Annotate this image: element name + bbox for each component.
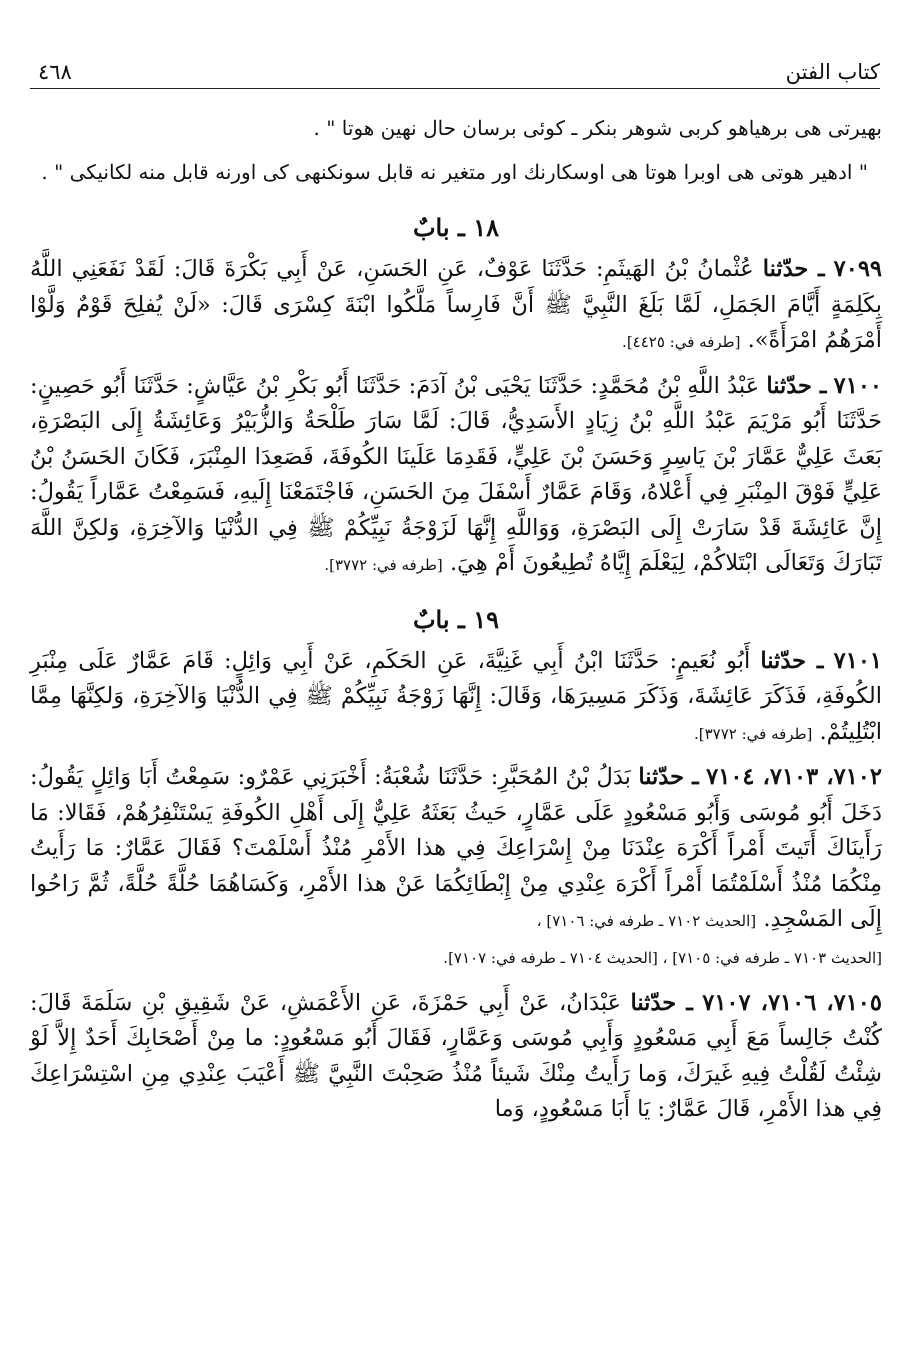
- hadith-intro: ـ حدّثنا: [766, 372, 827, 399]
- hadith-7099: [30, 252, 882, 361]
- hadith-7105-7107: [30, 986, 882, 1128]
- urdu-translation-paragraph: " ادهير هوتى هى اوبرا هوتا هى اوسكارنك اور متغير نه قابل سونكنهى كى اورنه قابل منه لكانيكى " .: [41, 160, 868, 184]
- hadith-7101: [30, 644, 882, 753]
- hadith-number: ٧١٠٥، ٧١٠٦، ٧١٠٧: [702, 989, 882, 1016]
- cross-reference-line: [الحديث ٧١٠٣ ـ طرفه في: ٧١٠٥] ، [الحديث ٧١٠٤ ـ طرفه في: ٧١٠٧].: [443, 948, 882, 967]
- hadith-intro: ـ حدّثنا: [762, 256, 825, 282]
- hadith-intro: ـ حدّثنا: [638, 764, 699, 790]
- hadith-cross-reference: [طرفه في: ٣٧٧٢].: [324, 556, 443, 574]
- hadith-intro: ـ حدّثنا: [760, 647, 824, 674]
- hadith-cross-reference: [طرفه في: ٣٧٧٢].: [693, 724, 813, 743]
- hadith-text: بَدَلُ بْنُ المُحَبَّرِ: حَدَّثَنَا شُعْبَةُ: أَخْبَرَنِي عَمْرٌو: سَمِعْتُ أَبَا وَائِلٍ يَقُولُ: دَخَلَ أَبُو مُوسَى وَأَبُو مَسْعُودٍ عَلَى عَمَّارٍ، حَيثُ بَعَثَهُ عَلِيٌّ إِلَى أَهْلِ الكُوفَةِ يَسْتَنْفِرُهُمْ، فَقَالا: مَا رَأَينَاكَ أَتَيتَ أَمْراً أَكْرَهَ عِنْدَنَا مِنْ إِسْرَاعِكَ فِي هذا الأَمْرِ مُنْذُ أَسْلَمْتَ؟ فَقَالَ عَمَّارٌ: مَا رَأَيتُ مِنْكُمَا مُنْذُ أَسْلَمْتُمَا أَمْراً أَكْرَهَ عِنْدِي مِنْ إِبْطَائِكُمَا عَنْ هذا الأَمْرِ، وَكَسَاهُمَا حُلَّةً حُلَّةً، ثُمَّ رَاحُوا إِلَى المَسْجِدِ.: [30, 764, 882, 932]
- hadith-number: ٧١٠٠: [833, 372, 882, 399]
- hadith-text: عَبْدُ اللَّهِ بْنُ مُحَمَّدٍ: حَدَّثَنَا يَحْيَى بْنُ آدَمَ: حَدَّثَنَا أَبُو بَكْرِ بْنُ عَيَّاشٍ: حَدَّثَنَا أَبُو حَصِينٍ: حَدَّثَنَا أَبُو مَرْيَمَ عَبْدُ اللَّهِ بْنُ زِيَادٍ الأَسَدِيُّ، قَالَ: لَمَّا سَارَ طَلْحَةُ وَالزُّبَيْرُ وَعَائِشَةُ إِلَى البَصْرَةِ، بَعَثَ عَلِيٌّ عَمَّارَ بْنَ يَاسِرٍ وَحَسَنَ بْنَ عَلِيٍّ، فَقَدِمَا عَلَينَا الكُوفَةَ، فَصَعِدَا المِنْبَرَ، فَكَانَ الحَسَنُ بْنُ عَلِيٍّ فَوْقَ المِنْبَرِ فِي أَعْلاهُ، وَقَامَ عَمَّارٌ أَسْفَلَ مِنَ الحَسَنِ، فَاجْتَمَعْنَا إِلَيهِ، فَسَمِعْتُ عَمَّاراً يَقُولُ: إِنَّ عَائِشَةَ قَدْ سَارَتْ إِلَى البَصْرَةِ، وَوَاللَّهِ إِنَّهَا لَزَوْجَةُ نَبِيِّكُمْ ﷺ فِي الدُّنْيَا وَالآخِرَةِ، وَلكِنَّ اللَّهَ تَبَارَكَ وَتَعَالَى ابْتَلاكُمْ، لِيَعْلَمَ إِيَّاهُ تُطِيعُونَ أَمْ هِيَ.: [30, 372, 882, 576]
- chapter-heading-18: ١٨ ـ بابٌ: [412, 213, 500, 242]
- hadith-number: ٧١٠٢، ٧١٠٣، ٧١٠٤: [706, 764, 882, 790]
- hadith-intro: ـ حدّثنا: [630, 989, 693, 1016]
- urdu-translation-line: بهيرتى هى برهياهو كربى شوهر بنكر ـ كوئى برسان حال نهين هوتا " .: [313, 116, 882, 140]
- hadith-text: عُثْمانُ بْنُ الهَيثَمِ: حَدَّثَنَا عَوْفٌ، عَنِ الحَسَنِ، عَنْ أَبِي بَكْرَةَ قَالَ: لَقَدْ نَفَعَنِي اللَّهُ بِكَلِمَةٍ أَيَّامَ الجَمَلِ، لَمَّا بَلَغَ النَّبِيَّ ﷺ أَنَّ فَارِساً مَلَّكُوا ابْنَةَ كِسْرَى قَالَ: «لَنْ يُفلِحَ قَوْمٌ وَلَّوْا أَمْرَهُمُ امْرَأَةً».: [30, 256, 882, 353]
- running-header: [30, 52, 880, 89]
- hadith-number: ٧١٠١: [833, 647, 882, 674]
- hadith-7102-7104: [30, 760, 882, 940]
- book-title: كتاب الفتن: [785, 60, 880, 84]
- page-number: ٤٦٨: [38, 60, 72, 84]
- hadith-7100: [30, 369, 882, 584]
- hadith-number: ٧٠٩٩: [833, 256, 883, 282]
- hadith-cross-reference: [الحديث ٧١٠٢ ـ طرفه في: ٧١٠٦] ،: [536, 912, 757, 930]
- chapter-heading-19: ١٩ ـ بابٌ: [412, 604, 500, 634]
- hadith-text: أَبُو نُعَيمٍ: حَدَّثَنَا ابْنُ أَبِي غَنِيَّةَ، عَنِ الحَكَمِ، عَنْ أَبِي وَائِلٍ: قَامَ عَمَّارٌ عَلَى مِنْبَرِ الكُوفَةِ، فَذَكَرَ عَائِشَةَ، وَذَكَرَ مَسِيرَهَا، وَقَالَ: إِنَّهَا زَوْجَةُ نَبِيِّكُمْ ﷺ فِي الدُّنْيَا وَالآخِرَةِ، وَلكِنَّهَا مِمَّا ابْتُلِيتُمْ.: [30, 647, 882, 745]
- hadith-text: عَبْدَانُ، عَنْ أَبِي حَمْزَةَ، عَنِ الأَعْمَشِ، عَنْ شَقِيقِ بْنِ سَلَمَةَ قَالَ: كُنْتُ جَالِساً مَعَ أَبِي مَسْعُودٍ وَأَبِي مُوسَى وَعَمَّارٍ، فَقَالَ أَبُو مَسْعُودٍ: ما مِنْ أَصْحَابِكَ أَحَدٌ إِلاَّ لَوْ شِئْتُ لَقُلْتُ فِيهِ غَيرَكَ، وَما رَأَيتُ مِنْكَ شَيئاً مُنْذُ صَحِبْتَ النَّبِيَّ ﷺ أَعْيَبَ عِنْدِي مِنِ اسْتِسْرَاعِكَ فِي هذا الأَمْرِ، قَالَ عَمَّارٌ: يَا أَبَا مَسْعُودٍ، وَما: [30, 989, 882, 1122]
- hadith-cross-reference: [طرفه في: ٤٤٢٥].: [622, 333, 741, 351]
- page-content: [30, 108, 882, 1136]
